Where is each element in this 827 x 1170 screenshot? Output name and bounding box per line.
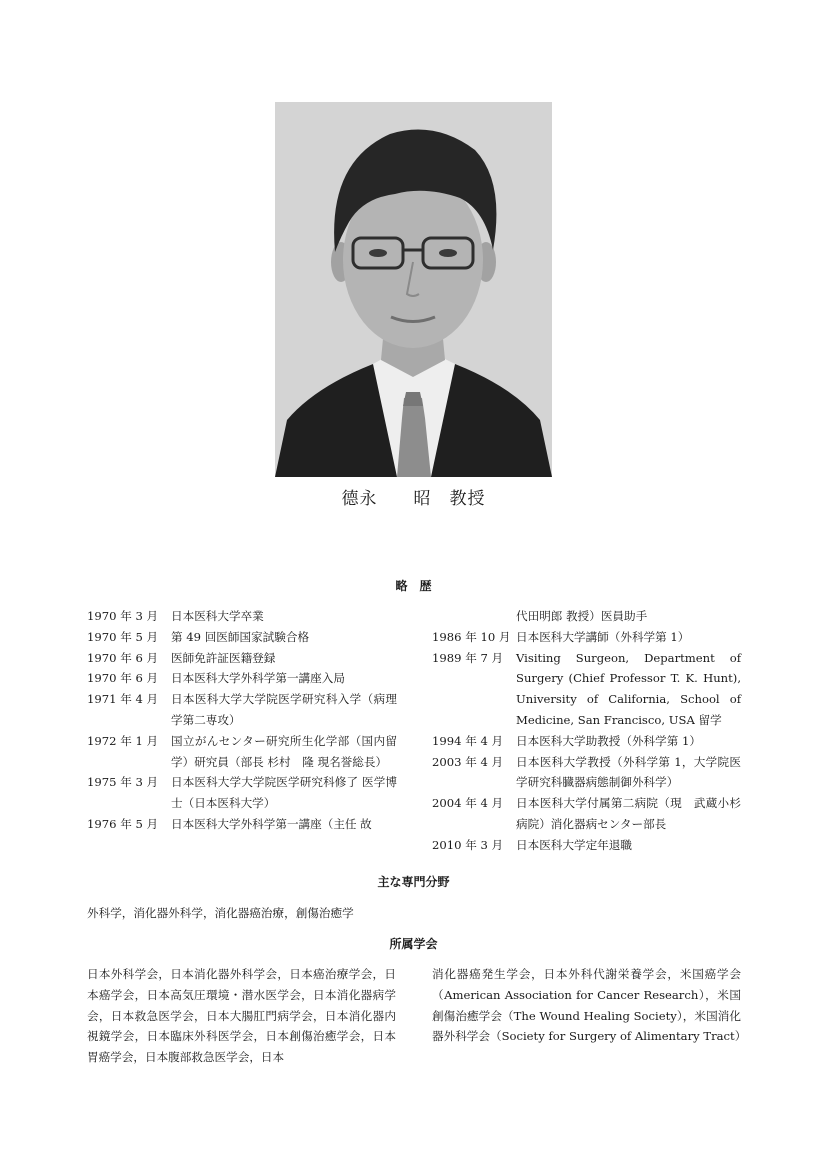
career-entry (432, 648, 741, 731)
career-event: 日本医科大学大学院医学研究科入学（病理学第二専攻） (171, 692, 397, 727)
career-event: 日本医科大学定年退職 (516, 837, 632, 852)
career-entry (432, 731, 741, 752)
career-entry (87, 689, 397, 731)
career-entry (87, 627, 397, 648)
societies-heading: 所属学会 (389, 937, 438, 951)
career-event: Visiting Surgeon, Department of Surgery (Chief Professor T. K. Hunt), University of California, School of Medicine, San Francisco, USA 留学 (516, 650, 741, 727)
professor-name: 德永 昭 教授 (341, 489, 486, 509)
career-entry (432, 793, 741, 835)
portrait-photo (275, 102, 552, 477)
career-date: 1970 年 3 月 (87, 609, 159, 623)
career-event: 日本医科大学卒業 (171, 609, 264, 623)
career-date: 1972 年 1 月 (87, 733, 159, 748)
career-entry (87, 731, 397, 773)
career-entry (87, 814, 397, 835)
career-entry (432, 752, 741, 794)
career-entry (432, 627, 741, 648)
career-event: 日本医科大学講師（外科学第 1） (516, 629, 690, 644)
career-date: 2003 年 4 月 (432, 754, 504, 769)
career-entry (87, 606, 397, 627)
career-date: 1971 年 4 月 (87, 692, 159, 707)
specialty-text: 外科学，消化器外科学，消化器癌治療，創傷治癒学 (87, 906, 354, 920)
career-entry (87, 668, 397, 689)
career-date: 1975 年 3 月 (87, 775, 159, 790)
career-date: 1970 年 5 月 (87, 629, 159, 644)
career-date: 1986 年 10 月 (432, 629, 511, 644)
career-event: 日本医科大学外科学第一講座入局 (171, 671, 345, 686)
career-left-column (87, 606, 397, 835)
career-date: 1970 年 6 月 (87, 671, 159, 686)
career-entry (87, 772, 397, 814)
career-entry (432, 835, 741, 856)
societies-left-text: 日本外科学会，日本消化器外科学会，日本癌治療学会，日本癌学会，日本高気圧環境・潜水医学会，日本消化器病学会，日本救急医学会，日本大腸肛門病学会，日本消化器内視鏡学会，日本臨床外科医学会，日本創傷治癒学会，日本胃癌学会，日本腹部救急医学会，日本 (87, 967, 396, 1065)
career-date: 1994 年 4 月 (432, 733, 504, 748)
career-event: 日本医科大学付属第二病院（現 武蔵小杉病院）消化器病センター部長 (516, 796, 741, 831)
career-date: 1989 年 7 月 (432, 650, 504, 665)
specialty-heading: 主な専門分野 (377, 875, 450, 889)
career-date: 1976 年 5 月 (87, 816, 159, 831)
career-event: 第 49 回医師国家試験合格 (171, 629, 310, 644)
career-right-column (432, 606, 741, 856)
career-date: 1970 年 6 月 (87, 650, 159, 665)
career-entry (87, 648, 397, 669)
career-date: 2004 年 4 月 (432, 796, 504, 811)
career-date: 2010 年 3 月 (432, 837, 504, 852)
career-heading: 略 歴 (395, 579, 432, 593)
career-event: 日本医科大学助教授（外科学第 1） (516, 733, 701, 748)
career-event: 医師免許証医籍登録 (171, 650, 276, 665)
career-continuation: 代田明郎 教授）医員助手 (516, 609, 648, 623)
career-event: 日本医科大学教授（外科学第 1，大学院医学研究科臓器病態制御外科学） (516, 754, 741, 790)
societies-right-text: 消化器癌発生学会，日本外科代謝栄養学会，米国癌学会（American Association for Cancer Research），米国創傷治癒学会（The Wound Healing Society），米国消化器外科学会（Society for Surgery of Alimentary Tract） (432, 967, 747, 1044)
career-event: 日本医科大学外科学第一講座（主任 故 (171, 816, 372, 831)
career-event: 国立がんセンター研究所生化学部（国内留学）研究員（部長 杉村 隆 現名誉総長） (171, 733, 397, 769)
career-event: 日本医科大学大学院医学研究科修了 医学博士（日本医科大学） (171, 775, 397, 811)
